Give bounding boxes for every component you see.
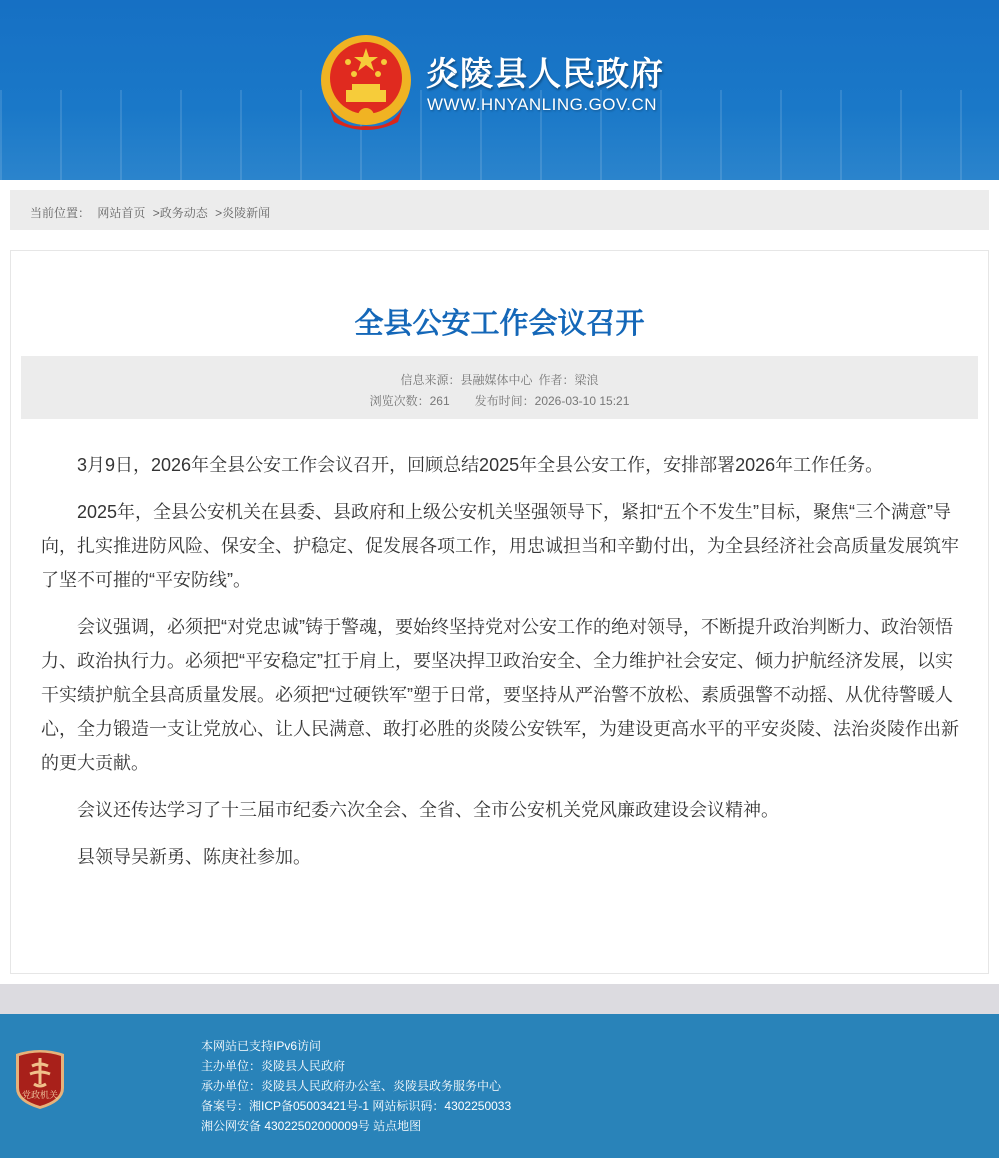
breadcrumb-label: 当前位置： xyxy=(30,206,91,220)
article-paragraph: 县领导吴新勇、陈庚社参加。 xyxy=(77,847,311,867)
article-body xyxy=(41,448,961,887)
article-author: 作者：梁浪 xyxy=(538,373,599,387)
footer-icp[interactable]: 备案号：湘ICP备05003421号-1 网站标识码：4302250033 xyxy=(201,1099,512,1113)
article-source: 信息来源：县融媒体中心 xyxy=(400,373,533,387)
party-government-badge-icon[interactable] xyxy=(14,1048,66,1110)
breadcrumb-politics[interactable]: >政务动态 xyxy=(152,206,208,220)
site-header xyxy=(0,0,999,180)
footer-sitemap-link[interactable]: 站点地图 xyxy=(373,1119,422,1133)
article-paragraph: 3月9日，2026年全县公安工作会议召开，回顾总结2025年全县公安工作，安排部署2026年工作任务。 xyxy=(77,455,884,475)
article-title: 全县公安工作会议召开 xyxy=(354,308,645,340)
footer-info xyxy=(201,1036,511,1136)
footer-divider-band xyxy=(0,984,999,1014)
breadcrumb-news[interactable]: >炎陵新闻 xyxy=(215,206,271,220)
footer-organizer: 承办单位：炎陵县人民政府办公室、炎陵县政务服务中心 xyxy=(201,1079,502,1093)
article-paragraph: 会议强调，必须把“对党忠诚”铸于警魂，要始终坚持党对公安工作的绝对领导，不断提升政治判断力、政治领悟力、政治执行力。必须把“平安稳定”扛于肩上，要坚决捍卫政治安全、全力维护社会安定、倾力护航经济发展，以实干实绩护航全县高质量发展。必须把“过硬铁军”塑于日常，要坚持从严治警不放松、素质强警不动摇、从优待警暖人心，全力锻造一支让党放心、让人民满意、敢打必胜的炎陵公安铁军，为建设更高水平的平安炎陵、法治炎陵作出新的更大贡献。 xyxy=(41,617,959,773)
footer-ipv6: 本网站已支持IPv6访问 xyxy=(201,1039,322,1053)
site-footer xyxy=(0,1014,999,1158)
footer-sponsor: 主办单位：炎陵县人民政府 xyxy=(201,1059,346,1073)
footer-police-record[interactable]: 湘公网安备 43022502000009号 xyxy=(201,1119,370,1133)
article-views: 浏览次数：261 xyxy=(369,394,450,408)
site-title[interactable]: 炎陵县人民政府 xyxy=(426,55,664,92)
article-meta xyxy=(21,356,978,419)
breadcrumb xyxy=(10,190,989,230)
article-paragraph: 会议还传达学习了十三届市纪委六次全会、全省、全市公安机关党风廉政建设会议精神。 xyxy=(77,800,779,820)
badge-text: 党政机关 xyxy=(21,1091,59,1101)
national-emblem-icon[interactable] xyxy=(318,34,414,134)
breadcrumb-home[interactable]: 网站首页 xyxy=(97,206,146,220)
article-paragraph: 2025年，全县公安机关在县委、县政府和上级公安机关坚强领导下，紧扣“五个不发生”目标，聚焦“三个满意”导向，扎实推进防风险、保安全、护稳定、促发展各项工作，用忠诚担当和辛勤付出，为全县经济社会高质量发展筑牢了坚不可摧的“平安防线”。 xyxy=(41,502,959,590)
article-published: 发布时间：2026-03-10 15:21 xyxy=(474,394,630,408)
article-container xyxy=(10,250,989,974)
site-url: WWW.HNYANLING.GOV.CN xyxy=(427,95,658,114)
